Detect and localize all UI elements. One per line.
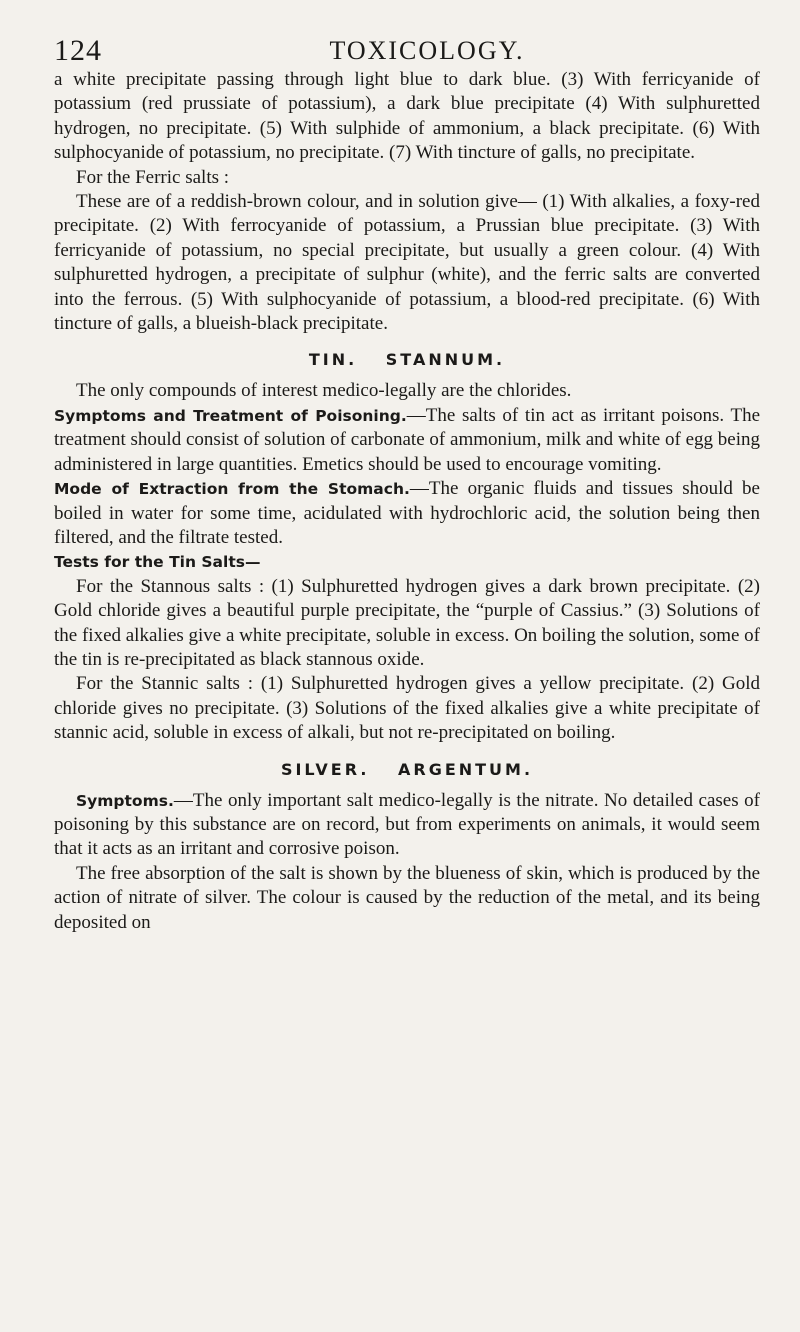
paragraph-stannous-tests: For the Stannous salts : (1) Sulphuretted hydrogen gives a dark brown precipitate. (2) Gold chloride gives a beautiful purple precipitate, the “purple of Cassius.” (3) Solutions of the fixed alkalies give a white precipitate, soluble in excess. On boiling the solution, some of the tin is re-precipitated as black stannous oxide. bbox=[54, 575, 760, 670]
section-heading-tin: TIN. STANNUM. bbox=[308, 350, 506, 370]
paragraph-ferric-intro: For the Ferric salts : bbox=[76, 166, 230, 188]
run-in-heading-extraction: Mode of Extraction from the Stomach. bbox=[54, 480, 410, 499]
paragraph-stannic-tests: For the Stannic salts : (1) Sulphuretted hydrogen gives a yellow precipitate. (2) Gold chloride gives no precipitate. (3) Solutions of the fixed alkalies give a white precipitate of stannic acid, soluble in excess of alkali, but not re-precipitated on boiling. bbox=[54, 673, 760, 744]
paragraph-ferric-tests: These are of a reddish-brown colour, and in solution give— (1) With alkalies, a foxy-red precipitate. (2) With ferrocyanide of potassium, a Prussian blue precipitate. (3) With ferricyanide of potassium, no special precipitate, but usually a green colour. (4) With sulphuretted hydrogen, a precipitate of sulphur (white), and the ferric salts are converted into the ferrous. (5) With sulphocyanide of potassium, a blood-red precipitate. (6) With tincture of galls, a blueish-black precipitate. bbox=[54, 191, 760, 335]
page-number: 124 bbox=[54, 34, 102, 67]
paragraph-silver-absorption: The free absorption of the salt is shown by the blueness of skin, which is produced by the action of nitrate of silver. The colour is caused by the reduction of the metal, and its being deposited on bbox=[54, 862, 760, 933]
run-in-heading-tests: Tests for the Tin Salts— bbox=[54, 553, 261, 572]
body-text bbox=[54, 68, 760, 935]
running-head bbox=[54, 18, 760, 68]
run-in-heading-silver-symptoms: Symptoms. bbox=[76, 791, 174, 810]
paragraph-ferrous-tests: a white precipitate passing through light blue to dark blue. (3) With ferricyanide of potassium (red prussiate of potassium), a dark blue precipitate (4) With sulphuretted hydrogen, no precipitate. (5) With sulphide of ammonium, a black precipitate. (6) With sulphocyanide of potassium, no precipitate. (7) With tincture of galls, no precipitate. bbox=[54, 69, 760, 164]
paragraph-tin-extraction-text: —The organic fluids and tissues should be boiled in water for some time, acidulated with hydrochloric acid, the solution being then filtered, and the filtrate tested. bbox=[54, 478, 760, 548]
paragraph-tin-symptoms-text: —The salts of tin act as irritant poisons. The treatment should consist of solution of carbonate of ammonium, milk and white of egg being administered in large quantities. Emetics should be used to encourage vomiting. bbox=[54, 404, 760, 475]
section-heading-silver: SILVER. ARGENTUM. bbox=[280, 759, 534, 779]
running-title: TOXICOLOGY. bbox=[329, 36, 525, 65]
paragraph-tin-symptoms bbox=[54, 404, 760, 477]
run-in-heading-symptoms: Symptoms and Treatment of Poisoning. bbox=[54, 406, 407, 425]
paragraph-tin-compounds: The only compounds of interest medico-legally are the chlorides. bbox=[76, 380, 572, 402]
paragraph-silver-symptoms-text: —The only important salt medico-legally is the nitrate. No detailed cases of poisoning by this substance are on record, but from experiments on animals, it would seem that it acts as an irritant and corrosive poison. bbox=[54, 789, 760, 860]
paragraph-silver-symptoms bbox=[54, 789, 760, 862]
paragraph-tin-tests-heading bbox=[54, 550, 760, 574]
paragraph-tin-extraction bbox=[54, 477, 760, 550]
